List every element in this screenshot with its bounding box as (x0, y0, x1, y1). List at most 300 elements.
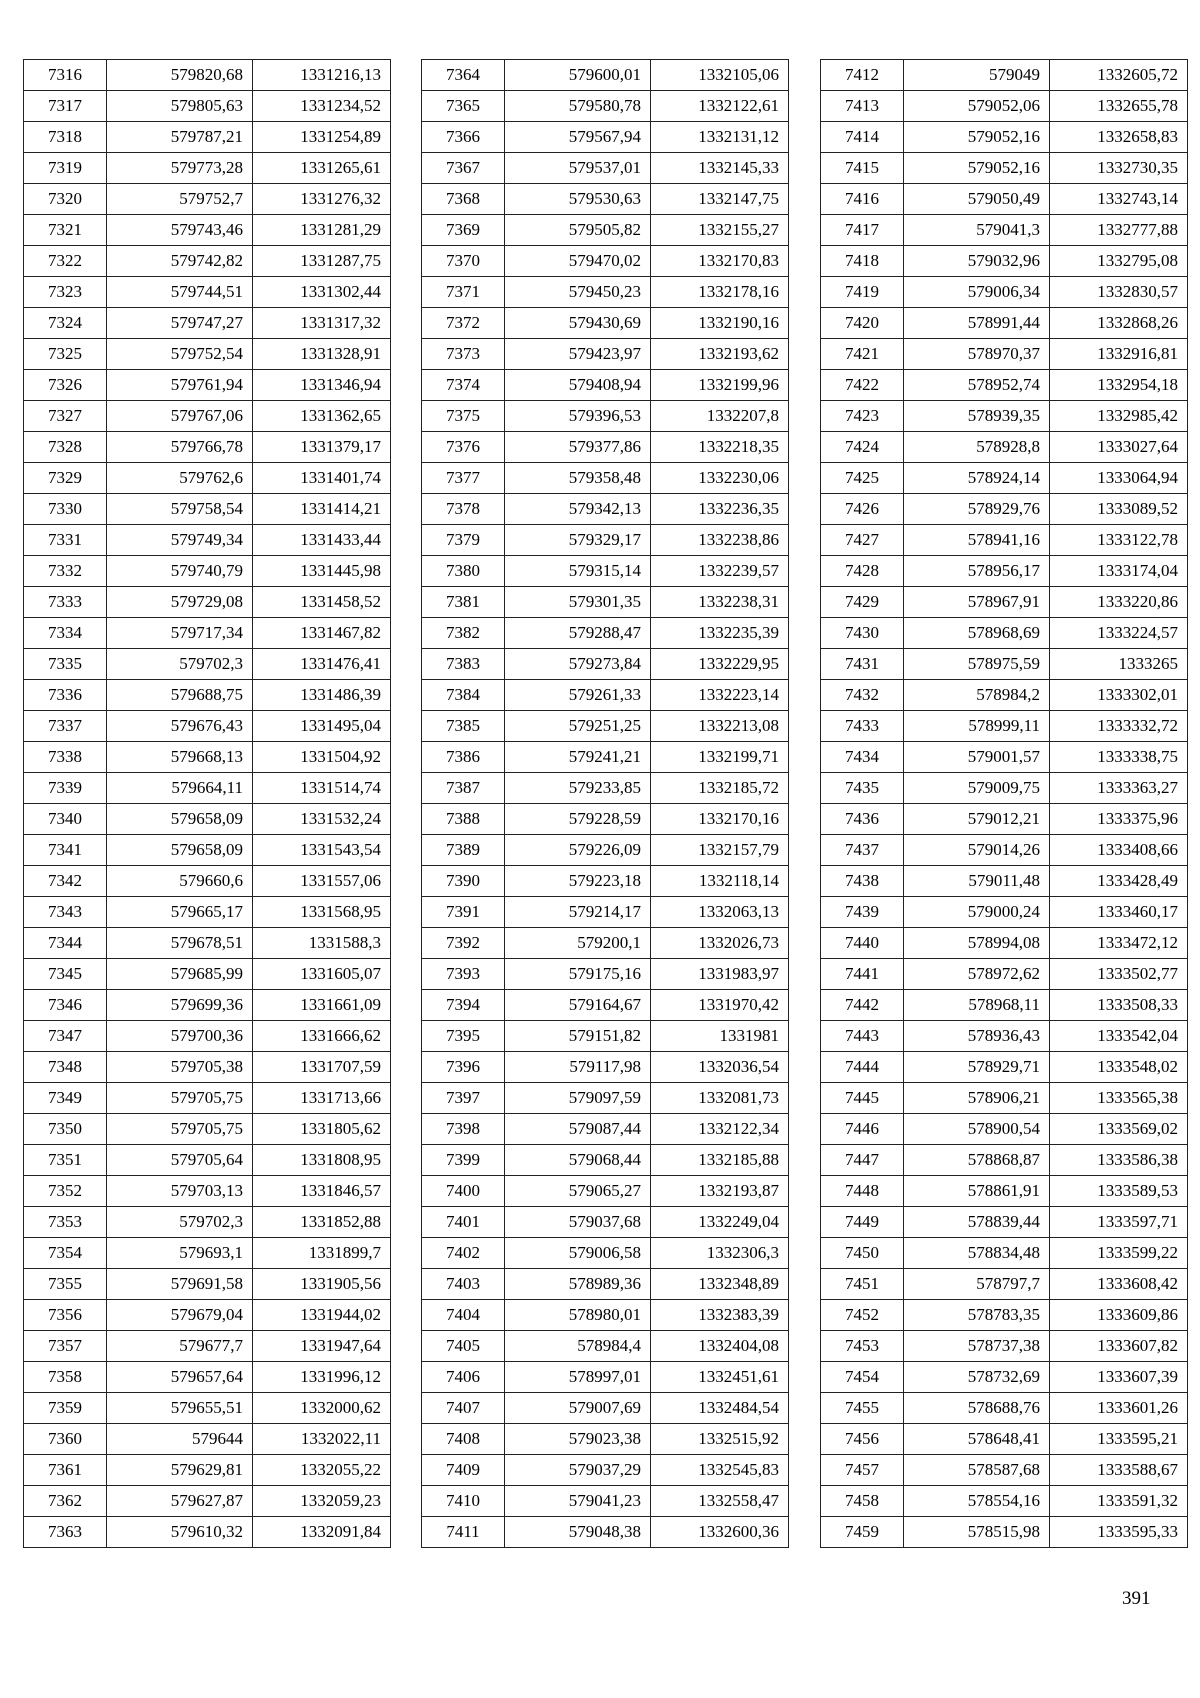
y-coordinate: 1332207,8 (651, 401, 789, 432)
table-row (422, 556, 789, 587)
table-row (422, 1424, 789, 1455)
table-row (821, 246, 1188, 277)
y-coordinate: 1332249,04 (651, 1207, 789, 1238)
x-coordinate: 579214,17 (505, 897, 651, 928)
y-coordinate: 1332185,88 (651, 1145, 789, 1176)
point-number: 7440 (821, 928, 904, 959)
y-coordinate: 1331265,61 (253, 153, 391, 184)
x-coordinate: 578968,69 (904, 618, 1050, 649)
point-number: 7318 (24, 122, 107, 153)
x-coordinate: 578783,35 (904, 1300, 1050, 1331)
point-number: 7403 (422, 1269, 505, 1300)
y-coordinate: 1331981 (651, 1021, 789, 1052)
x-coordinate: 579288,47 (505, 618, 651, 649)
x-coordinate: 579688,75 (107, 680, 253, 711)
table-row (24, 463, 391, 494)
x-coordinate: 579164,67 (505, 990, 651, 1021)
y-coordinate: 1331302,44 (253, 277, 391, 308)
table-row (24, 1021, 391, 1052)
y-coordinate: 1332238,86 (651, 525, 789, 556)
point-number: 7340 (24, 804, 107, 835)
point-number: 7332 (24, 556, 107, 587)
y-coordinate: 1331216,13 (253, 60, 391, 91)
y-coordinate: 1332193,87 (651, 1176, 789, 1207)
point-number: 7417 (821, 215, 904, 246)
table-row (24, 866, 391, 897)
y-coordinate: 1332199,71 (651, 742, 789, 773)
table-row (821, 1114, 1188, 1145)
table-row (821, 1176, 1188, 1207)
table-row (422, 866, 789, 897)
y-coordinate: 1333607,39 (1050, 1362, 1188, 1393)
point-number: 7335 (24, 649, 107, 680)
x-coordinate: 579766,78 (107, 432, 253, 463)
x-coordinate: 578991,44 (904, 308, 1050, 339)
x-coordinate: 579009,75 (904, 773, 1050, 804)
point-number: 7408 (422, 1424, 505, 1455)
y-coordinate: 1332916,81 (1050, 339, 1188, 370)
y-coordinate: 1332795,08 (1050, 246, 1188, 277)
point-number: 7410 (422, 1486, 505, 1517)
point-number: 7342 (24, 866, 107, 897)
y-coordinate: 1332743,14 (1050, 184, 1188, 215)
table-row (422, 277, 789, 308)
table-row (24, 1393, 391, 1424)
point-number: 7365 (422, 91, 505, 122)
point-number: 7370 (422, 246, 505, 277)
y-coordinate: 1331808,95 (253, 1145, 391, 1176)
x-coordinate: 579037,29 (505, 1455, 651, 1486)
y-coordinate: 1332122,34 (651, 1114, 789, 1145)
y-coordinate: 1333027,64 (1050, 432, 1188, 463)
x-coordinate: 579717,34 (107, 618, 253, 649)
point-number: 7396 (422, 1052, 505, 1083)
point-number: 7321 (24, 215, 107, 246)
table-row (24, 370, 391, 401)
table-row (422, 1300, 789, 1331)
table-row (422, 587, 789, 618)
point-number: 7448 (821, 1176, 904, 1207)
x-coordinate: 579693,1 (107, 1238, 253, 1269)
x-coordinate: 579052,16 (904, 122, 1050, 153)
x-coordinate: 578688,76 (904, 1393, 1050, 1424)
y-coordinate: 1332118,14 (651, 866, 789, 897)
point-number: 7364 (422, 60, 505, 91)
x-coordinate: 578587,68 (904, 1455, 1050, 1486)
y-coordinate: 1333408,66 (1050, 835, 1188, 866)
x-coordinate: 579676,43 (107, 711, 253, 742)
table-row (24, 835, 391, 866)
table-row (24, 91, 391, 122)
table-row (24, 618, 391, 649)
table-row (422, 153, 789, 184)
table-row (24, 649, 391, 680)
table-row (821, 1145, 1188, 1176)
x-coordinate: 579261,33 (505, 680, 651, 711)
y-coordinate: 1332185,72 (651, 773, 789, 804)
y-coordinate: 1331346,94 (253, 370, 391, 401)
x-coordinate: 579068,44 (505, 1145, 651, 1176)
x-coordinate: 578906,21 (904, 1083, 1050, 1114)
x-coordinate: 579700,36 (107, 1021, 253, 1052)
x-coordinate: 579251,25 (505, 711, 651, 742)
point-number: 7384 (422, 680, 505, 711)
point-number: 7337 (24, 711, 107, 742)
point-number: 7437 (821, 835, 904, 866)
coordinate-table-1 (23, 59, 391, 1548)
y-coordinate: 1332122,61 (651, 91, 789, 122)
x-coordinate: 579629,81 (107, 1455, 253, 1486)
point-number: 7367 (422, 153, 505, 184)
x-coordinate: 579052,16 (904, 153, 1050, 184)
point-number: 7373 (422, 339, 505, 370)
x-coordinate: 578975,59 (904, 649, 1050, 680)
x-coordinate: 578732,69 (904, 1362, 1050, 1393)
y-coordinate: 1332026,73 (651, 928, 789, 959)
point-number: 7457 (821, 1455, 904, 1486)
point-number: 7328 (24, 432, 107, 463)
y-coordinate: 1332830,57 (1050, 277, 1188, 308)
y-coordinate: 1332190,16 (651, 308, 789, 339)
table-row (821, 928, 1188, 959)
y-coordinate: 1333586,38 (1050, 1145, 1188, 1176)
x-coordinate: 579705,38 (107, 1052, 253, 1083)
y-coordinate: 1333588,67 (1050, 1455, 1188, 1486)
x-coordinate: 579470,02 (505, 246, 651, 277)
y-coordinate: 1331234,52 (253, 91, 391, 122)
x-coordinate: 578554,16 (904, 1486, 1050, 1517)
point-number: 7388 (422, 804, 505, 835)
y-coordinate: 1331899,7 (253, 1238, 391, 1269)
point-number: 7366 (422, 122, 505, 153)
point-number: 7405 (422, 1331, 505, 1362)
y-coordinate: 1333302,01 (1050, 680, 1188, 711)
table-row (24, 1300, 391, 1331)
table-row (24, 990, 391, 1021)
x-coordinate: 579657,64 (107, 1362, 253, 1393)
table-row (821, 432, 1188, 463)
y-coordinate: 1331379,17 (253, 432, 391, 463)
x-coordinate: 579758,54 (107, 494, 253, 525)
y-coordinate: 1332230,06 (651, 463, 789, 494)
table-row (422, 835, 789, 866)
table-row (821, 1021, 1188, 1052)
x-coordinate: 579705,64 (107, 1145, 253, 1176)
y-coordinate: 1331414,21 (253, 494, 391, 525)
table-row (821, 463, 1188, 494)
table-row (821, 804, 1188, 835)
x-coordinate: 578648,41 (904, 1424, 1050, 1455)
y-coordinate: 1331328,91 (253, 339, 391, 370)
table-row (24, 1238, 391, 1269)
table-row (821, 525, 1188, 556)
x-coordinate: 579530,63 (505, 184, 651, 215)
table-row (24, 339, 391, 370)
table-row (422, 773, 789, 804)
table-row (422, 1455, 789, 1486)
point-number: 7456 (821, 1424, 904, 1455)
x-coordinate: 579627,87 (107, 1486, 253, 1517)
page-number: 391 (1122, 1588, 1151, 1609)
y-coordinate: 1333597,71 (1050, 1207, 1188, 1238)
y-coordinate: 1331254,89 (253, 122, 391, 153)
x-coordinate: 579805,63 (107, 91, 253, 122)
point-number: 7350 (24, 1114, 107, 1145)
point-number: 7343 (24, 897, 107, 928)
y-coordinate: 1331276,32 (253, 184, 391, 215)
x-coordinate: 579342,13 (505, 494, 651, 525)
table-row (422, 1145, 789, 1176)
table-row (422, 91, 789, 122)
y-coordinate: 1332985,42 (1050, 401, 1188, 432)
point-number: 7375 (422, 401, 505, 432)
x-coordinate: 578839,44 (904, 1207, 1050, 1238)
point-number: 7372 (422, 308, 505, 339)
y-coordinate: 1331543,54 (253, 835, 391, 866)
x-coordinate: 579048,38 (505, 1517, 651, 1548)
x-coordinate: 579041,23 (505, 1486, 651, 1517)
table-row (24, 1424, 391, 1455)
point-number: 7428 (821, 556, 904, 587)
point-number: 7386 (422, 742, 505, 773)
y-coordinate: 1333428,49 (1050, 866, 1188, 897)
table-row (821, 990, 1188, 1021)
y-coordinate: 1333224,57 (1050, 618, 1188, 649)
x-coordinate: 578861,91 (904, 1176, 1050, 1207)
table-row (24, 1176, 391, 1207)
point-number: 7446 (821, 1114, 904, 1145)
y-coordinate: 1332193,62 (651, 339, 789, 370)
y-coordinate: 1331495,04 (253, 711, 391, 742)
x-coordinate: 578968,11 (904, 990, 1050, 1021)
table-row (422, 308, 789, 339)
table-row (24, 1455, 391, 1486)
table-row (821, 959, 1188, 990)
x-coordinate: 579097,59 (505, 1083, 651, 1114)
table-row (422, 1517, 789, 1548)
x-coordinate: 579000,24 (904, 897, 1050, 928)
table-row (821, 1455, 1188, 1486)
point-number: 7435 (821, 773, 904, 804)
table-row (821, 122, 1188, 153)
y-coordinate: 1333220,86 (1050, 587, 1188, 618)
table-row (821, 308, 1188, 339)
x-coordinate: 579233,85 (505, 773, 651, 804)
table-row (24, 122, 391, 153)
point-number: 7352 (24, 1176, 107, 1207)
table-row (821, 277, 1188, 308)
y-coordinate: 1332954,18 (1050, 370, 1188, 401)
y-coordinate: 1333174,04 (1050, 556, 1188, 587)
point-number: 7362 (24, 1486, 107, 1517)
table-row (24, 959, 391, 990)
x-coordinate: 578999,11 (904, 711, 1050, 742)
point-number: 7400 (422, 1176, 505, 1207)
x-coordinate: 578997,01 (505, 1362, 651, 1393)
table-row (821, 153, 1188, 184)
table-row (821, 1486, 1188, 1517)
x-coordinate: 578984,4 (505, 1331, 651, 1362)
table-row (24, 246, 391, 277)
y-coordinate: 1331666,62 (253, 1021, 391, 1052)
table-row (821, 587, 1188, 618)
point-number: 7390 (422, 866, 505, 897)
table-row (821, 184, 1188, 215)
x-coordinate: 579655,51 (107, 1393, 253, 1424)
y-coordinate: 1332213,08 (651, 711, 789, 742)
table-row (24, 308, 391, 339)
point-number: 7398 (422, 1114, 505, 1145)
point-number: 7414 (821, 122, 904, 153)
y-coordinate: 1332545,83 (651, 1455, 789, 1486)
y-coordinate: 1331605,07 (253, 959, 391, 990)
x-coordinate: 579006,58 (505, 1238, 651, 1269)
point-number: 7355 (24, 1269, 107, 1300)
table-row (422, 711, 789, 742)
y-coordinate: 1332223,14 (651, 680, 789, 711)
point-number: 7381 (422, 587, 505, 618)
table-row (821, 1331, 1188, 1362)
table-row (422, 525, 789, 556)
x-coordinate: 579041,3 (904, 215, 1050, 246)
point-number: 7421 (821, 339, 904, 370)
x-coordinate: 579052,06 (904, 91, 1050, 122)
y-coordinate: 1331970,42 (651, 990, 789, 1021)
point-number: 7459 (821, 1517, 904, 1548)
y-coordinate: 1331362,65 (253, 401, 391, 432)
point-number: 7333 (24, 587, 107, 618)
point-number: 7436 (821, 804, 904, 835)
x-coordinate: 579023,38 (505, 1424, 651, 1455)
point-number: 7325 (24, 339, 107, 370)
point-number: 7431 (821, 649, 904, 680)
x-coordinate: 579729,08 (107, 587, 253, 618)
table-row (24, 680, 391, 711)
point-number: 7433 (821, 711, 904, 742)
table-row (422, 432, 789, 463)
table-row (24, 742, 391, 773)
x-coordinate: 578994,08 (904, 928, 1050, 959)
y-coordinate: 1332229,95 (651, 649, 789, 680)
table-row (821, 1052, 1188, 1083)
x-coordinate: 579691,58 (107, 1269, 253, 1300)
y-coordinate: 1332081,73 (651, 1083, 789, 1114)
point-number: 7339 (24, 773, 107, 804)
table-row (821, 1424, 1188, 1455)
x-coordinate: 578515,98 (904, 1517, 1050, 1548)
table-row (422, 1269, 789, 1300)
y-coordinate: 1333265 (1050, 649, 1188, 680)
table-row (422, 1362, 789, 1393)
x-coordinate: 579705,75 (107, 1083, 253, 1114)
x-coordinate: 579014,26 (904, 835, 1050, 866)
point-number: 7439 (821, 897, 904, 928)
x-coordinate: 579396,53 (505, 401, 651, 432)
table-row (24, 60, 391, 91)
point-number: 7379 (422, 525, 505, 556)
point-number: 7378 (422, 494, 505, 525)
y-coordinate: 1333363,27 (1050, 773, 1188, 804)
table-row (422, 339, 789, 370)
y-coordinate: 1331504,92 (253, 742, 391, 773)
point-number: 7441 (821, 959, 904, 990)
x-coordinate: 578737,38 (904, 1331, 1050, 1362)
point-number: 7451 (821, 1269, 904, 1300)
x-coordinate: 579505,82 (505, 215, 651, 246)
y-coordinate: 1332131,12 (651, 122, 789, 153)
point-number: 7404 (422, 1300, 505, 1331)
x-coordinate: 579699,36 (107, 990, 253, 1021)
table-row (24, 711, 391, 742)
table-row (24, 1083, 391, 1114)
table-row (821, 60, 1188, 91)
y-coordinate: 1332730,35 (1050, 153, 1188, 184)
table-row (24, 494, 391, 525)
point-number: 7341 (24, 835, 107, 866)
point-number: 7327 (24, 401, 107, 432)
y-coordinate: 1333599,22 (1050, 1238, 1188, 1269)
table-row (24, 432, 391, 463)
y-coordinate: 1333064,94 (1050, 463, 1188, 494)
point-number: 7455 (821, 1393, 904, 1424)
point-number: 7391 (422, 897, 505, 928)
point-number: 7346 (24, 990, 107, 1021)
y-coordinate: 1332558,47 (651, 1486, 789, 1517)
x-coordinate: 579087,44 (505, 1114, 651, 1145)
y-coordinate: 1332055,22 (253, 1455, 391, 1486)
y-coordinate: 1332157,79 (651, 835, 789, 866)
y-coordinate: 1331846,57 (253, 1176, 391, 1207)
x-coordinate: 579050,49 (904, 184, 1050, 215)
point-number: 7420 (821, 308, 904, 339)
table-row (821, 370, 1188, 401)
table-row (24, 401, 391, 432)
table-row (422, 1238, 789, 1269)
point-number: 7320 (24, 184, 107, 215)
y-coordinate: 1332777,88 (1050, 215, 1188, 246)
table-row (24, 1114, 391, 1145)
x-coordinate: 579658,09 (107, 804, 253, 835)
x-coordinate: 578970,37 (904, 339, 1050, 370)
x-coordinate: 579228,59 (505, 804, 651, 835)
point-number: 7336 (24, 680, 107, 711)
y-coordinate: 1331486,39 (253, 680, 391, 711)
table-row (422, 494, 789, 525)
y-coordinate: 1333375,96 (1050, 804, 1188, 835)
table-row (821, 835, 1188, 866)
x-coordinate: 579702,3 (107, 649, 253, 680)
x-coordinate: 579668,13 (107, 742, 253, 773)
x-coordinate: 578929,76 (904, 494, 1050, 525)
x-coordinate: 578936,43 (904, 1021, 1050, 1052)
point-number: 7363 (24, 1517, 107, 1548)
y-coordinate: 1331944,02 (253, 1300, 391, 1331)
x-coordinate: 579377,86 (505, 432, 651, 463)
y-coordinate: 1331947,64 (253, 1331, 391, 1362)
x-coordinate: 579747,27 (107, 308, 253, 339)
point-number: 7427 (821, 525, 904, 556)
table-row (422, 928, 789, 959)
x-coordinate: 579430,69 (505, 308, 651, 339)
y-coordinate: 1333508,33 (1050, 990, 1188, 1021)
table-row (24, 1517, 391, 1548)
point-number: 7397 (422, 1083, 505, 1114)
point-number: 7449 (821, 1207, 904, 1238)
y-coordinate: 1332178,16 (651, 277, 789, 308)
x-coordinate: 578972,62 (904, 959, 1050, 990)
table-row (24, 1486, 391, 1517)
y-coordinate: 1332170,83 (651, 246, 789, 277)
